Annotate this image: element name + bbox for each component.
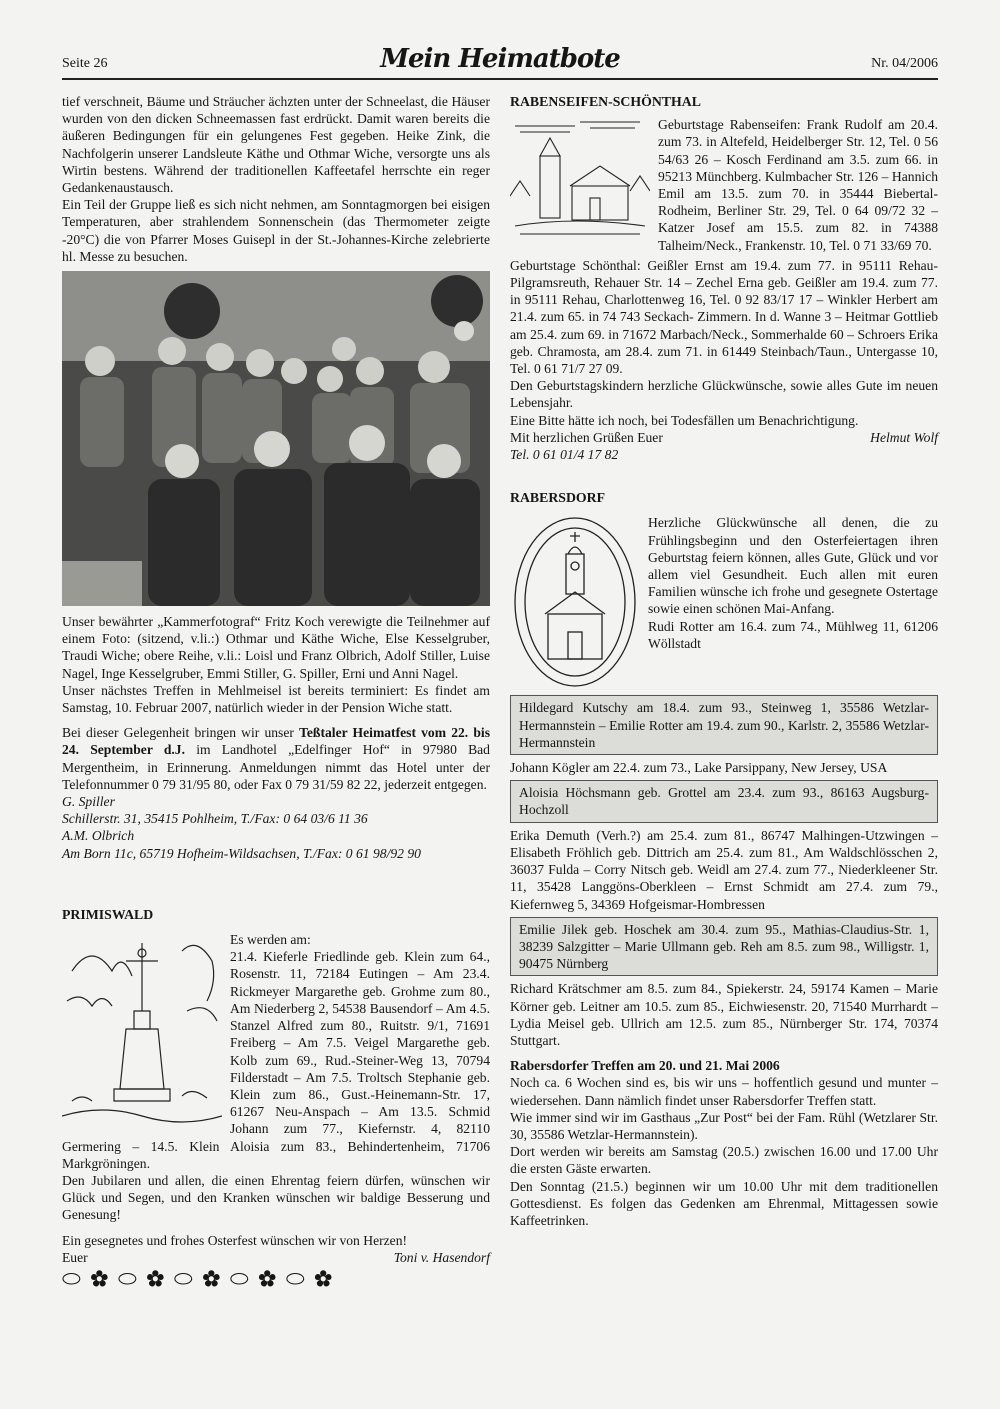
highlight-box-jilek: [510, 917, 938, 977]
easter-wish: Ein gesegnetes und frohes Osterfest wünschen wir von Herzen!: [62, 1232, 408, 1248]
mass-paragraph: Ein Teil der Gruppe ließ es sich nicht nehmen, am Sonntagmorgen bei eisigen Temperaturen, aber strahlendem Sonnenschein (das Thermometer zeigte -20°C) die von Pfarrer Moses Guisepl in der St.-Johannes-Kirche zelebrierte hl. Messe zu besuchen.: [62, 197, 490, 264]
schoenthal-wish: Den Geburtstagskindern herzliche Glückwünsche, sowie alles Gute im neuen Lebensjahr.: [510, 378, 938, 411]
highlight-box-kutschy: [510, 695, 938, 755]
left-column: [62, 93, 490, 1291]
kraetschmer-birthdays: Richard Krätschmer am 8.5. zum 84., Spiekerstr. 24, 59174 Kamen – Marie Körner geb. Leitner am 10.5. zum 85., Eichwiesenstr. 20, 71540 Murrhardt – Lydia Meisel geb. Ullrich am 12.5. zum 85., Nürnberger Str. 174, 70374 Stuttgart.: [510, 981, 938, 1048]
rabersdorf-heading: RABERSDORF: [510, 490, 606, 506]
meeting-paragraph-1: Noch ca. 6 Wochen sind es, bis wir uns – hoffentlich gesund und munter – wiedersehen. Dann nämlich findet unser Rabersdorfer Treffen statt.: [510, 1075, 938, 1108]
address-olbrich: Am Born 11c, 65719 Hofheim-Wildsachsen, T./Fax: 0 61 98/92 90: [62, 845, 421, 861]
photo-caption: Unser bewährter „Kammerfotograf“ Fritz Koch verewigte die Teilnehmer auf einem Foto: (sitzend, v.li.:) Othmar und Käthe Wiche, Else Kesselgruber, Traudi Wiche; obere Reihe, v.li.: Loisl und Franz Olbrich, Adolf Stiller, Luise Nagel, Inge Kesselgruber, Emmi Stiller, G. Spiller, Erni und Anni Nagel.: [62, 614, 490, 681]
hoechsmann-text: Aloisia Höchsmann geb. Grottel am 23.4. zum 93., 86163 Augsburg-Hochzoll: [519, 785, 929, 818]
intro-paragraph: tief verschneit, Bäume und Sträucher ächzten unter der Schneelast, die Häuser wurden von den dicken Schneemassen fast erdrückt. Damit waren bereits die äußeren Bedingungen für ein gelungenes Fest gegeben. Heike Zink, die Nachfolgerin unserer Landsleute Käthe und Othmar Wiche, versorgte uns als Wirtin bestens. Während der traditionellen Kaffeetafel herrschte ein reger Gedankenaustausch.: [62, 94, 490, 196]
rabersdorf-chapel-seal: [510, 514, 640, 689]
signature-wolf: Helmut Wolf: [870, 429, 938, 445]
heimatfest-paragraph: [62, 724, 490, 793]
rabersdorf-greeting: Herzliche Glückwünsche all denen, die zu Frühlingsbeginn und den Osterfeiertagen ihren Geburtstag feiern können, alles Gute, Glück und vor allem viel Gesundheit. Euch allen mit euren Familien wünsche ich frohe und gesegnete Ostertage sowie einen schönen Mai-Anfang.: [648, 515, 938, 617]
meeting-paragraph-3: Dort werden wir bereits am Samstag (20.5.) zwischen 16.00 und 17.00 Uhr die ersten Gäste erwarten.: [510, 1144, 938, 1177]
issue-number: Nr. 04/2006: [871, 56, 938, 71]
primiswald-signoff: [62, 1249, 490, 1266]
death-notice-request: Eine Bitte hätte ich noch, bei Todesfällen um Benachrichtigung.: [510, 412, 859, 428]
signature-spiller: G. Spiller: [62, 794, 115, 810]
primiswald-birthdays: 21.4. Kieferle Friedlinde geb. Klein zum 64., Rosenstr. 11, 72184 Eutingen – Am 23.4. Rickmeyer Margarethe geb. Grohme zum 80., Am Niederberg 2, 54538 Bausendorf – Am 4.5. Stanzel Alfred zum 80., Ruitstr. 9/1, 71691 Freiberg – Am 7.5. Veigel Margarethe geb. Kolb zum 69., Rud.-Steiner-Weg 13, 70794 Filderstadt – Am 7.5. Troltsch Stephanie geb. Klein zum 86., Gust.-Heinemann-Str. 17, 61267 Neu-Anspach – Am 13.5. Schmid Johann zum 77., Kiefernstr. 4, 82110 Germering – 14.5. Klein Aloisia zum 83., Behindertenheim, 71706 Markgröningen.: [62, 949, 490, 1171]
rabenseifen-birthdays: Geburtstage Rabenseifen: Frank Rudolf am 20.4. zum 73. in Altefeld, Heidelberger Str. 12, Tel. 0 56 54/63 26 – Kosch Ferdinand am 3.5. zum 66. in 95213 Münchberg. Kulmbacher Str. 126 – Hannich Emil am 13.5. zum 70. in 35444 Biebertal-Rodheim, Berliner Str. 29, Tel. 0 64 09/72 32 – Katzer Josef am 15.5. zum 82. in 74388 Talheim/Neck., Frankenstr. 10, Tel. 0 71 33/69 70.: [658, 117, 938, 253]
jilek-ullmann-text: Emilie Jilek geb. Hoschek am 30.4. zum 95., Mathias-Claudius-Str. 1, 38239 Salzgitter – Marie Ullmann geb. Reh am 8.5. zum 98., Willigstr. 1, 90475 Nürnberg: [519, 921, 929, 972]
heimatfest-text-a: Bei dieser Gelegenheit bringen wir unser: [62, 725, 300, 741]
page-number: Seite 26: [62, 56, 108, 71]
kutschy-rotter-text: Hildegard Kutschy am 18.4. zum 93., Steinweg 1, 35586 Wetzlar-Hermannstein – Emilie Rotter am 19.4. zum 90., Karlstr. 2, 35586 Wetzlar-Hermannstein: [519, 700, 929, 750]
meeting-paragraph-4: Den Sonntag (21.5.) beginnen wir um 10.00 Uhr mit dem traditionellen Gottesdienst. Es folgen das Gedenken am Ehrenmal, Mittagessen sowie Kaffeetrinken.: [510, 1178, 938, 1228]
next-meeting-paragraph: Unser nächstes Treffen in Mehlmeisel ist bereits terminiert: Es findet am Samstag, 10. Februar 2007, natürlich wieder in der Pension Wiche statt.: [62, 682, 490, 716]
primiswald-intro: Es werden am:: [230, 932, 311, 948]
heimatfest-text-c: im Landhotel „Edelfinger Hof“ in 97980 Bad Mergentheim, in Erinnerung. Anmeldungen nimmt das Hotel unter der Telefonnummer 0 79 31/95 80, oder Fax 0 79 31/59 82 22, jederzeit entgegen.: [62, 742, 490, 792]
primiswald-heading: PRIMISWALD: [62, 906, 154, 922]
signoff-euer: Euer: [62, 1249, 88, 1265]
koegler-birthday: Johann Kögler am 22.4. zum 73., Lake Parsippany, New Jersey, USA: [510, 760, 888, 776]
village-church-illustration: [510, 116, 650, 241]
masthead-title: Mein Heimatbote: [380, 44, 620, 74]
header-rule: [62, 78, 938, 80]
signature-olbrich: A.M. Olbrich: [62, 828, 135, 844]
demuth-birthdays: Erika Demuth (Verh.?) am 25.4. zum 81., 86747 Malhingen-Utzwingen – Elisabeth Fröhlich geb. Dittrich am 25.4. zum 81., Am Waldschlösschen 2, 36037 Fulda – Corry Nitsch geb. Weidl am 27.4. zum 77., Niederkleener Str. 11, 35428 Langgöns-Oberkleen – Ernst Schmidt am 27.4. zum 79., Kiefernweg 5, 34369 Hofgeismar-Hombressen: [510, 827, 938, 912]
meeting-heading: [510, 1057, 938, 1074]
signoff-hasendorf: Toni v. Hasendorf: [393, 1249, 490, 1265]
heimatfest-event: Teßtaler Heimatfest vom 22. bis 24. September d.J.: [62, 725, 490, 758]
right-column: [510, 93, 938, 1229]
meeting-heading-text: Rabersdorfer Treffen am 20. und 21. Mai 2006: [510, 1058, 780, 1074]
primiswald-wish: Den Jubilaren und allen, die einen Ehrentag feiern dürfen, wünschen wir Glück und Segen, und den Kranken wünschen wir baldige Besserung und Genesung!: [62, 1172, 490, 1223]
highlight-box-hoechsmann: [510, 780, 938, 822]
greeting: Mit herzlichen Grüßen Euer: [510, 429, 663, 445]
wayside-cross-illustration: [62, 931, 222, 1131]
phone-wolf: Tel. 0 61 01/4 17 82: [510, 447, 619, 463]
address-spiller: Schillerstr. 31, 35415 Pohlheim, T./Fax: 0 64 03/6 11 36: [62, 811, 368, 827]
meeting-paragraph-2: Wie immer sind wir im Gasthaus „Zur Post“ bei der Fam. Rühl (Wetzlarer Str. 30, 35586 Wetzlar-Hermannstein).: [510, 1109, 938, 1142]
easter-egg-decoration: ⬭ ✿ ⬭ ✿ ⬭ ✿ ⬭ ✿ ⬭ ✿: [62, 1265, 335, 1291]
group-photo: [62, 271, 490, 606]
wolf-signoff: [510, 429, 938, 446]
group-photo-image: [62, 271, 490, 606]
rotter-birthday: Rudi Rotter am 16.4. zum 74., Mühlweg 11, 61206 Wöllstadt: [648, 618, 938, 651]
rabenseifen-heading: RABENSEIFEN-SCHÖNTHAL: [510, 94, 701, 109]
schoenthal-birthdays: Geburtstage Schönthal: Geißler Ernst am 19.4. zum 77. in 95111 Rehau-Pilgramsreuth, Rehauer Str. 14 – Zechel Erna geb. Geißler am 19.4. zum 77. in 95111 Rehau, Charlottenweg 16, Tel. 0 92 83/17 17 – Winkler Herbert am 21.4. zum 65. in 74 743 Seckach- Zimmern. In d. Wanne 3 – Heitmar Gottlieb am 25.4. zum 69. in 71672 Marbach/Neck., Sommerhalde 60 – Schroers Erika geb. Chramosta, am 28.4. zum 71. in 61449 Steinbach/Taun., Untergasse 10, Tel. 0 61 71/7 27 09.: [510, 257, 938, 377]
